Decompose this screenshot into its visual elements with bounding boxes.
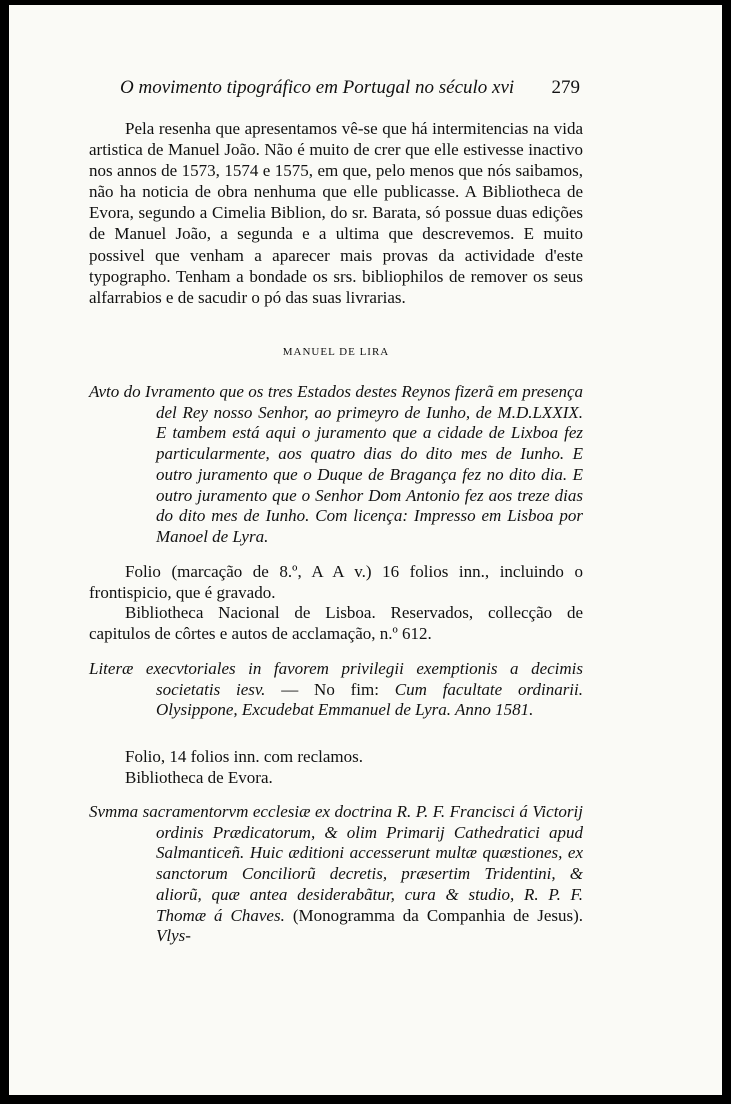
- intro-paragraph: Pela resenha que apresentamos vê-se que há intermitencias na vida artistica de Manuel João. Não é muito de crer que elle estivesse inactivo nos annos de 1573, 1574 e 1575, em que, pelo menos que nós saibamos, não ha noticia de obra nenhuma que elle publicasse. A Bibliotheca de Evora, segundo a Cimelia Biblion, do sr. Barata, só possue duas edições de Manuel João, a segunda e a ultima que descrevemos. E muito possivel que venham a aparecer mais provas da actividade d'este typographo. Tenham a bondade os srs. bibliophilos de remover os seus alfarrabios e de sacudir o pó das suas livrarias.: [89, 119, 583, 307]
- entry-note: Bibliotheca Nacional de Lisboa. Reservados, collecção de capitulos de côrtes e autos de acclamação, n.º 612.: [89, 603, 583, 643]
- entry-colophon-label: — No fim:: [281, 679, 379, 699]
- page-number: 279: [551, 77, 580, 98]
- entry-colophon: Cum facultate ordinarii. Olysippone, Excudebat Emmanuel de Lyra. Anno 1581.: [156, 679, 584, 720]
- entry-title: Svmma sacramentorvm ecclesiæ ex doctrina R. P. F. Francisci á Victorij ordinis Prædicatorum, & olim Primarij Cathedratici apud Salmanticeñ. Huic æditioni accesserunt multæ quæstiones, ex sanctorum Conciliorũ decretis, præsertim Tridentini, & aliorũ, quæ antea desiderabãtur, cura & studio, R. P. F. Thomæ á Chaves.: [89, 802, 583, 925]
- entry-note: Folio, 14 folios inn. com reclamos.: [125, 747, 363, 766]
- entry-notes: [89, 747, 583, 788]
- running-title: O movimento tipográfico em Portugal no século xvi: [120, 77, 515, 98]
- entry-monogram-note: (Monogramma da Companhia de Jesus).: [292, 905, 584, 925]
- entry-note: Folio (marcação de 8.º, A A v.) 16 folios inn., incluindo o frontispicio, que é gravado.: [89, 562, 583, 602]
- entry-continuation: Vlys-: [156, 926, 191, 946]
- entry-title: Literæ execvtoriales in favorem privilegii exemptionis a decimis societatis iesv.: [89, 659, 583, 699]
- page: [9, 5, 722, 1095]
- entry-title: Avto do Ivramento que os tres Estados destes Reynos fizerã em presença del Rey nosso Senhor, ao primeyro de Iunho, de M.D.LXXIX. E tambem está aqui o juramento que a cidade de Lixboa fez particularmente, aos quatro dias do dito mes de Iunho. E outro juramento que o Duque de Bragança fez no dito dia. E outro juramento que o Senhor Dom Antonio fez aos treze dias do dito mes de Iunho. Com licença: Impresso em Lisboa por Manoel de Lyra.: [89, 382, 583, 546]
- entry-title-block: [89, 802, 583, 947]
- entry-title-block: [89, 659, 583, 721]
- bibliography-entry: [89, 382, 583, 548]
- running-header: [120, 77, 580, 99]
- bibliography-entry: [89, 802, 583, 947]
- entry-notes: [89, 562, 583, 644]
- bibliography-entry: [89, 659, 583, 721]
- intro-paragraph-block: [89, 118, 583, 308]
- section-heading: MANUEL DE LIRA: [282, 346, 390, 358]
- entry-note: Bibliotheca de Evora.: [125, 767, 273, 787]
